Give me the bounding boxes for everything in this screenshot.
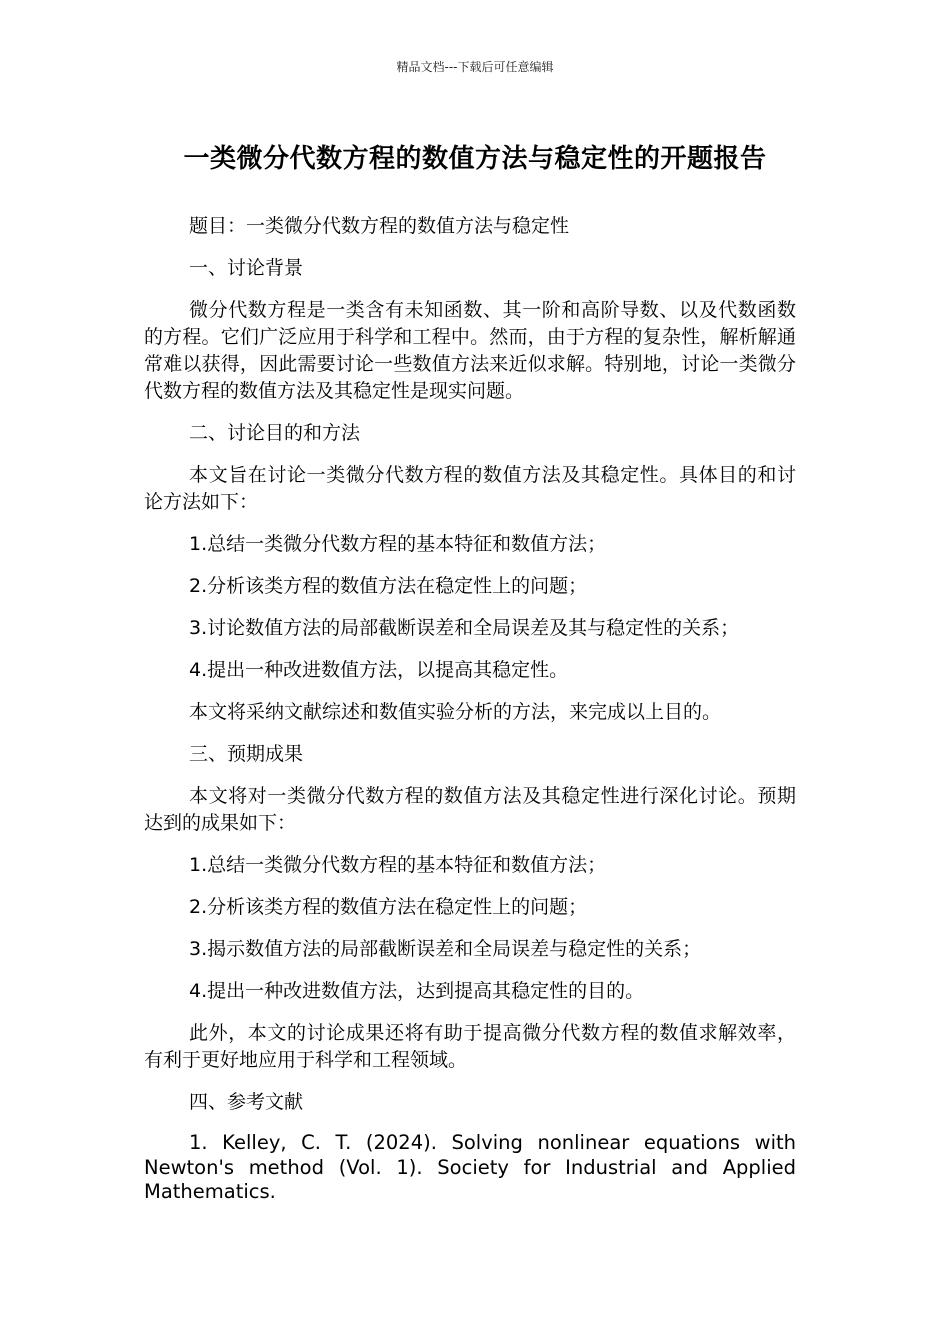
purpose-list-item: 4.提出一种改进数值方法，以提高其稳定性。 bbox=[189, 659, 569, 681]
section-heading-background: 一、讨论背景 bbox=[189, 257, 304, 279]
results-closing-paragraph: 此外，本文的讨论成果还将有助于提高微分代数方程的数值求解效率，有利于更好地应用于科学和工程领域。 bbox=[144, 1022, 796, 1071]
reference-item: 1. Kelley, C. T. (2024). Solving nonlinear equations with Newton's method (Vol. 1). Society for Industrial and Applied Mathematics. bbox=[144, 1131, 796, 1203]
results-list-item: 2.分析该类方程的数值方法在稳定性上的问题； bbox=[189, 896, 588, 918]
results-list-item: 1.总结一类微分代数方程的基本特征和数值方法； bbox=[189, 854, 607, 876]
background-paragraph: 微分代数方程是一类含有未知函数、其一阶和高阶导数、以及代数函数的方程。它们广泛应用于科学和工程中。然而，由于方程的复杂性，解析解通常难以获得，因此需要讨论一些数值方法来近似求解。特别地，讨论一类微分代数方程的数值方法及其稳定性是现实问题。 bbox=[144, 299, 796, 402]
purpose-list-item: 1.总结一类微分代数方程的基本特征和数值方法； bbox=[189, 533, 607, 555]
document-body bbox=[144, 213, 796, 1220]
purpose-list-item: 2.分析该类方程的数值方法在稳定性上的问题； bbox=[189, 575, 588, 597]
results-intro-paragraph: 本文将对一类微分代数方程的数值方法及其稳定性进行深化讨论。预期达到的成果如下： bbox=[144, 785, 796, 834]
subject-line: 题目：一类微分代数方程的数值方法与稳定性 bbox=[189, 215, 570, 237]
purpose-list-item: 3.讨论数值方法的局部截断误差和全局误差及其与稳定性的关系； bbox=[189, 617, 740, 639]
header-note: 精品文档---下载后可任意编辑 bbox=[396, 60, 554, 74]
purpose-intro-paragraph: 本文旨在讨论一类微分代数方程的数值方法及其稳定性。具体目的和讨论方法如下： bbox=[144, 464, 796, 513]
results-list-item: 4.提出一种改进数值方法，达到提高其稳定性的目的。 bbox=[189, 980, 645, 1002]
section-heading-purpose-method: 二、讨论目的和方法 bbox=[189, 422, 361, 444]
results-list-item: 3.揭示数值方法的局部截断误差和全局误差与稳定性的关系； bbox=[189, 938, 702, 960]
section-heading-expected-results: 三、预期成果 bbox=[189, 743, 304, 765]
section-heading-references: 四、参考文献 bbox=[189, 1091, 304, 1113]
document-title: 一类微分代数方程的数值方法与稳定性的开题报告 bbox=[183, 144, 767, 174]
method-paragraph: 本文将采纳文献综述和数值实验分析的方法，来完成以上目的。 bbox=[189, 701, 722, 723]
